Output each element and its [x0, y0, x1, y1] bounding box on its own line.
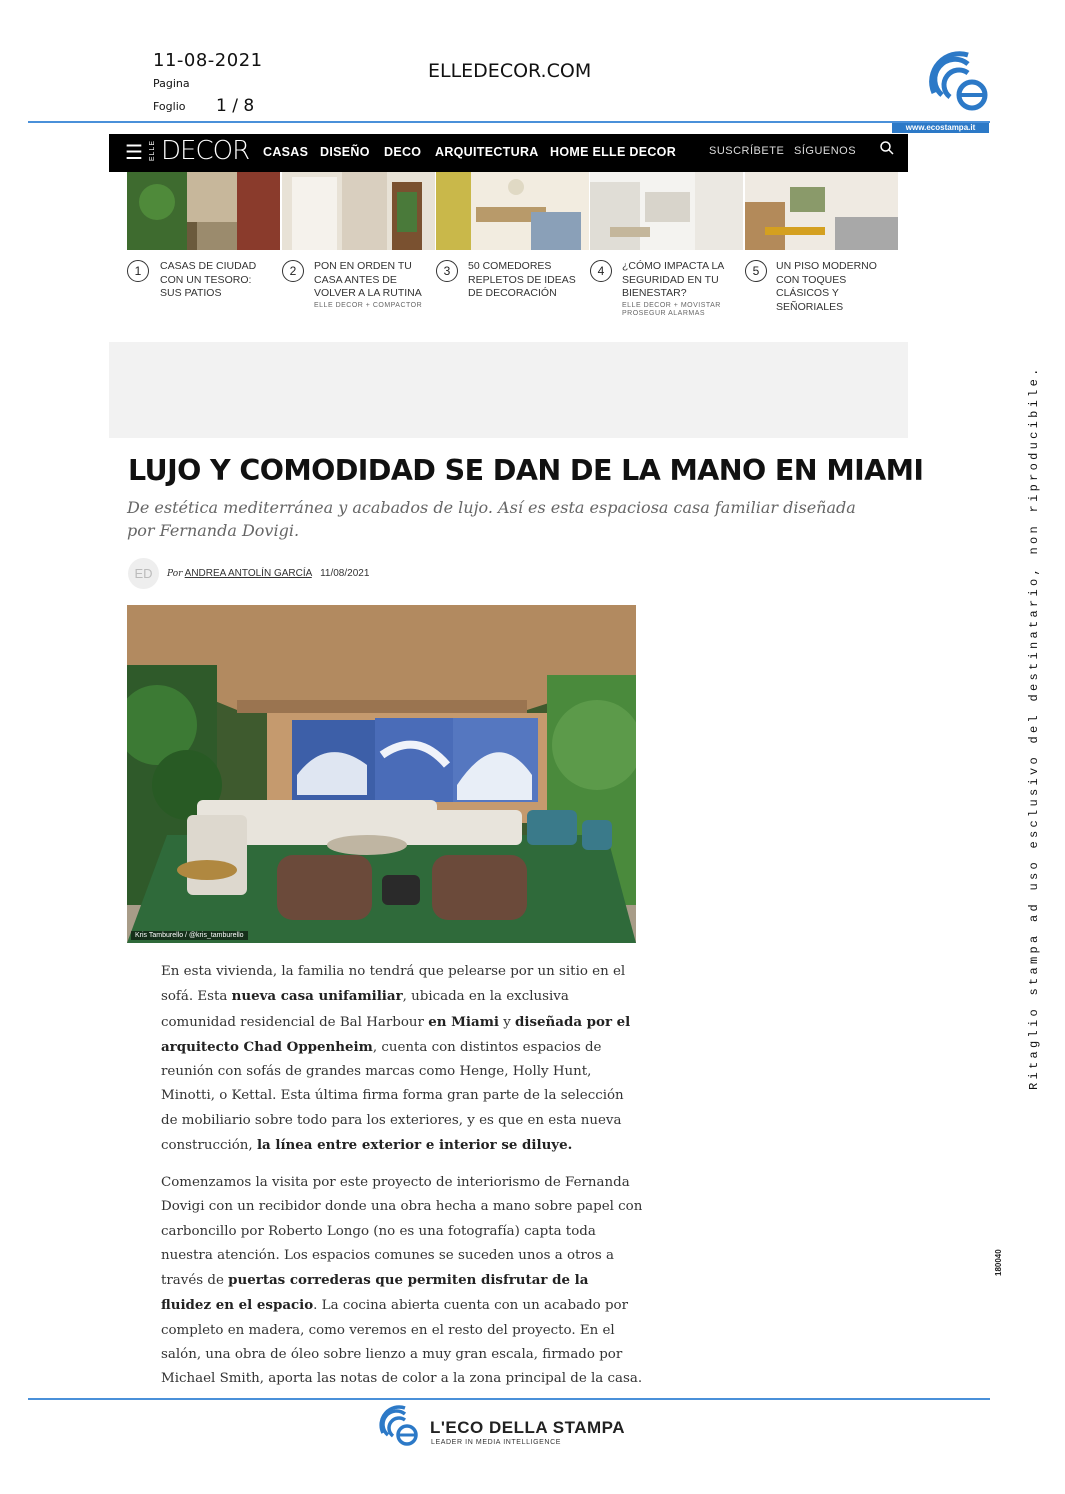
eco-logo-icon: [928, 47, 990, 113]
thumb-caption-1[interactable]: CASAS DE CIUDAD CON UN TESORO: SUS PATIOS: [160, 260, 257, 299]
text-run: Comenzamos la visita por este proyecto de interiorismo de Fernanda Dovigi con un recibidor donde una obra hecha a mano sobre papel con carboncillo por Roberto Longo (no es una fotografía) capta toda nuestra atención. Los espacios comunes se suceden unos a otros a través de: [161, 1175, 643, 1289]
paragraph-2: [161, 1171, 643, 1392]
foglio-label: Foglio: [153, 100, 186, 113]
article-subtitle: De estética mediterránea y acabados de lujo. Así es esta espaciosa casa familiar diseñada por Fernanda Dovigi.: [127, 498, 856, 540]
search-icon[interactable]: [880, 141, 894, 155]
thumb-number-4: 4: [590, 260, 612, 282]
side-notice: Ritaglio stampa ad uso esclusivo del destinatario, non riproducibile.: [1027, 365, 1041, 1090]
thumb-caption-5[interactable]: UN PISO MODERNO CON TOQUES CLÁSICOS Y SEÑORIALES: [776, 260, 877, 313]
text-run: , ubicada en la exclusiva comunidad residencial de Bal Harbour: [161, 989, 569, 1030]
pagina-label: Pagina: [153, 77, 190, 90]
clipping-date: 11-08-2021: [153, 50, 263, 71]
bold-text: en Miami: [428, 1013, 499, 1030]
nav-item-home-elle-decor[interactable]: HOME ELLE DECOR: [550, 145, 677, 159]
thumb-number-5: 5: [745, 260, 767, 282]
thumb-sponsor-4: ELLE DECOR + MOVISTAR PROSEGUR ALARMAS: [622, 302, 721, 317]
thumb-caption-3[interactable]: 50 COMEDORES REPLETOS DE IDEAS DE DECORACIÓN: [468, 260, 576, 299]
bold-text: la línea entre exterior e interior se diluye.: [256, 1137, 573, 1154]
bold-text: nueva casa unifamiliar: [231, 988, 403, 1005]
thumb-caption-2[interactable]: PON EN ORDEN TU CASA ANTES DE VOLVER A LA RUTINA: [314, 260, 422, 299]
thumb-image-4[interactable]: [590, 172, 743, 250]
menu-icon[interactable]: ☰: [125, 142, 143, 164]
bold-text: puertas correderas que permiten disfrutar de la fluidez en el espacio: [161, 1272, 589, 1314]
thumb-caption-4[interactable]: ¿CÓMO IMPACTA LA SEGURIDAD EN TU BIENESTAR?: [622, 260, 724, 299]
logo-decor[interactable]: DECOR: [161, 136, 250, 166]
top-rule: [28, 121, 990, 123]
nav-item-deco[interactable]: DECO: [384, 145, 422, 159]
author-link[interactable]: ANDREA ANTOLÍN GARCÍA: [184, 568, 312, 579]
paragraph-1: [161, 960, 641, 1158]
thumb-image-3[interactable]: [436, 172, 589, 250]
eco-url: www.ecostampa.it: [892, 123, 989, 133]
thumb-number-2: 2: [282, 260, 304, 282]
text-run: En esta vivienda, la familia no tendrá que pelearse por un sitio en el sofá. Esta: [161, 964, 626, 1005]
text-run: . La cocina abierta cuenta con un acabado por completo en madera, como veremos en el resto del proyecto. En el salón, una obra de óleo sobre lienzo a muy gran escala, firmado por Michael Smith, aporta las notas de color a la zona principal de la casa.: [161, 1298, 643, 1387]
ad-placeholder: [109, 342, 908, 438]
footer-brand: L'ECO DELLA STAMPA: [430, 1418, 625, 1437]
follow-link[interactable]: SÍGUENOS: [794, 145, 857, 157]
thumb-number-1: 1: [127, 260, 149, 282]
foglio-value: 1 / 8: [216, 96, 255, 116]
byline: [167, 568, 369, 579]
author-avatar: ED: [128, 558, 159, 589]
side-code: 180040: [994, 1249, 1003, 1276]
article-title: LUJO Y COMODIDAD SE DAN DE LA MANO EN MIAMI: [128, 454, 924, 487]
bottom-rule: [28, 1398, 990, 1400]
nav-item-diseno[interactable]: DISEÑO: [320, 145, 370, 159]
text-run: , cuenta con distintos espacios de reunión con sofás de grandes marcas como Henge, Holly Hunt, Minotti, o Kettal. Esta última firma forma gran parte de la selección de mobiliario sobre todo para los exteriores, y es que en esta nueva construcción,: [161, 1039, 624, 1154]
nav-item-casas[interactable]: CASAS: [263, 145, 309, 159]
source-name: ELLEDECOR.COM: [428, 60, 592, 82]
byline-by: Por: [167, 569, 183, 579]
subscribe-link[interactable]: SUSCRÍBETE: [709, 145, 785, 157]
photo-credit: Kris Tamburello / @kris_tamburello: [131, 931, 248, 940]
thumb-image-5[interactable]: [745, 172, 898, 250]
eco-footer-logo-icon: [379, 1403, 419, 1447]
article-date: 11/08/2021: [320, 568, 370, 579]
footer-tagline: LEADER IN MEDIA INTELLIGENCE: [431, 1439, 561, 1446]
site-nav-bar: [109, 134, 908, 172]
nav-item-arquitectura[interactable]: ARQUITECTURA: [435, 145, 539, 159]
bold-text: diseñada por el arquitecto Chad Oppenheim: [161, 1013, 631, 1055]
article-photo: [127, 605, 636, 943]
logo-elle: ELLE: [149, 140, 156, 162]
thumb-image-2[interactable]: [282, 172, 435, 250]
text-run: y: [498, 1014, 516, 1030]
thumb-number-3: 3: [436, 260, 458, 282]
thumb-sponsor-2: ELLE DECOR + COMPACTOR: [314, 302, 423, 309]
thumb-image-1[interactable]: [127, 172, 280, 250]
